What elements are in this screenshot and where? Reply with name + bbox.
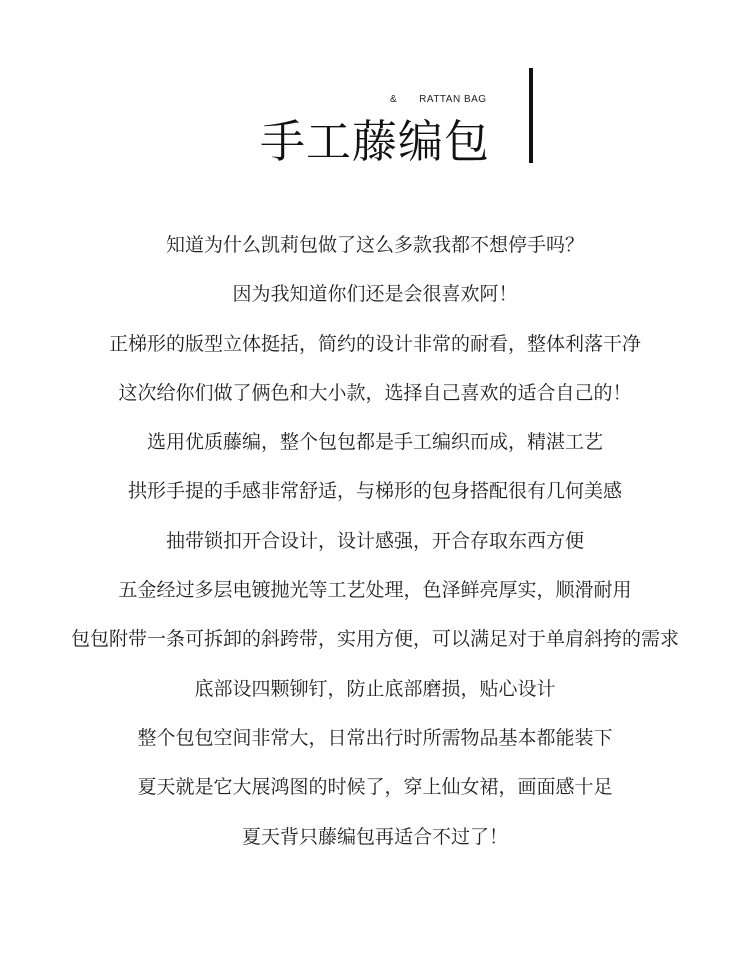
description-lines: [0, 225, 750, 866]
subtitle-ampersand: &: [390, 94, 398, 105]
description-line: 选用优质藤编，整个包包都是手工编织而成，精湛工艺: [146, 431, 603, 454]
description-line: 知道为什么凯莉包做了这么多款我都不想停手吗？: [165, 234, 584, 256]
description-line: 这次给你们做了俩色和大小款，选择自己喜欢的适合自己的！: [118, 381, 632, 404]
page-title: 手工藤编包: [259, 115, 490, 168]
description-line: 抽带锁扣开合设计，设计感强，开合存取东西方便: [165, 529, 584, 552]
vertical-divider: [529, 68, 533, 163]
subtitle-text: RATTAN BAG: [419, 94, 487, 105]
description-line: 因为我知道你们还是会很喜欢阿！: [232, 283, 518, 306]
description-line: 包包附带一条可拆卸的斜跨带，实用方便，可以满足对于单肩斜挎的需求: [70, 628, 679, 651]
description-line: 底部设四颗铆钉，防止底部磨损，贴心设计: [194, 677, 556, 700]
description-line: 夏天就是它大展鸿图的时候了，穿上仙女裙，画面感十足: [137, 776, 613, 799]
description-line: 五金经过多层电镀抛光等工艺处理，色泽鲜亮厚实，顺滑耐用: [118, 579, 632, 602]
description-line: 夏天背只藤编包再适合不过了！: [241, 825, 508, 848]
description-line: 整个包包空间非常大，日常出行时所需物品基本都能装下: [137, 726, 613, 749]
subtitle: [390, 94, 487, 105]
header: [0, 0, 750, 200]
description-line: 拱形手提的手感非常舒适，与梯形的包身搭配很有几何美感: [127, 480, 622, 503]
description-line: 正梯形的版型立体挺括，简约的设计非常的耐看，整体利落干净: [108, 332, 641, 355]
